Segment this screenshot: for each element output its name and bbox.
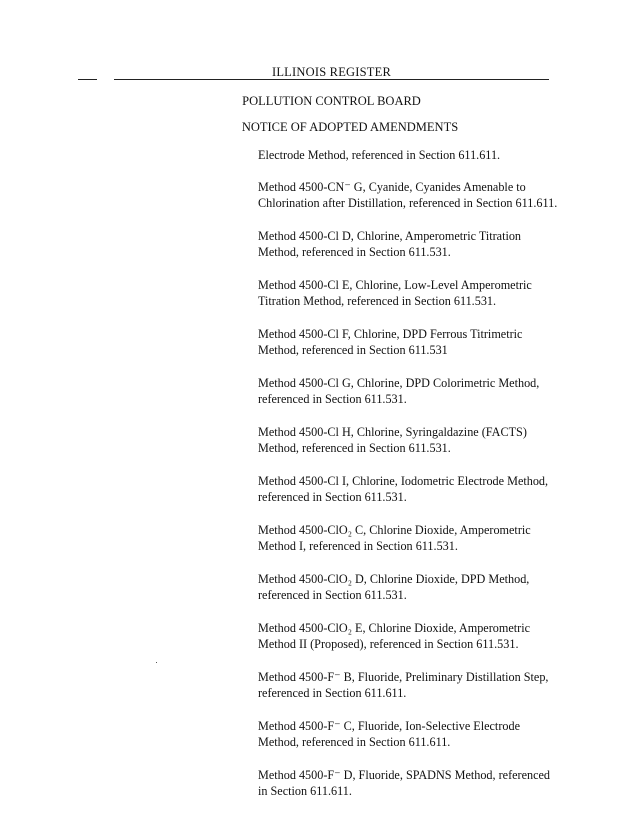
method-entry: Method 4500-F⁻ D, Fluoride, SPADNS Method, referenced in Section 611.611. <box>258 768 551 798</box>
method-entry: Method 4500-Cl E, Chlorine, Low-Level Amperometric Titration Method, referenced in Section 611.531. <box>258 278 532 308</box>
method-entry: Method 4500-Cl I, Chlorine, Iodometric Electrode Method, referenced in Section 611.531. <box>258 474 549 504</box>
method-entry: Method 4500-ClO₂ C, Chlorine Dioxide, Amperometric Method I, referenced in Section 611.531. <box>258 523 531 553</box>
scan-speck <box>156 662 157 663</box>
method-entry: Method 4500-Cl F, Chlorine, DPD Ferrous Titrimetric Method, referenced in Section 611.531 <box>258 327 523 357</box>
method-entry: Method 4500-CN⁻ G, Cyanide, Cyanides Amenable to Chlorination after Distillation, referenced in Section 611.611. <box>258 180 558 210</box>
register-title: ILLINOIS REGISTER <box>271 65 391 79</box>
method-entry: Method 4500-ClO₂ D, Chlorine Dioxide, DPD Method, referenced in Section 611.531. <box>258 572 530 602</box>
method-entry: Method 4500-F⁻ B, Fluoride, Preliminary Distillation Step, referenced in Section 611.611. <box>258 670 549 700</box>
method-entry: Method 4500-F⁻ C, Fluoride, Ion-Selective Electrode Method, referenced in Section 611.611. <box>258 719 520 749</box>
method-entry: Method 4500-ClO₂ E, Chlorine Dioxide, Amperometric Method II (Proposed), referenced in Section 611.531. <box>258 621 530 651</box>
header-rule-short <box>78 79 97 80</box>
method-entry: Method 4500-Cl H, Chlorine, Syringaldazine (FACTS) Method, referenced in Section 611.531. <box>258 425 527 455</box>
method-entry: Method 4500-Cl G, Chlorine, DPD Colorimetric Method, referenced in Section 611.531. <box>258 376 540 406</box>
board-title: POLLUTION CONTROL BOARD <box>242 94 421 108</box>
method-entry: Electrode Method, referenced in Section 611.611. <box>258 148 501 162</box>
notice-title: NOTICE OF ADOPTED AMENDMENTS <box>241 120 459 134</box>
method-entry: Method 4500-Cl D, Chlorine, Amperometric Titration Method, referenced in Section 611.531. <box>258 229 522 259</box>
method-list <box>258 147 558 816</box>
